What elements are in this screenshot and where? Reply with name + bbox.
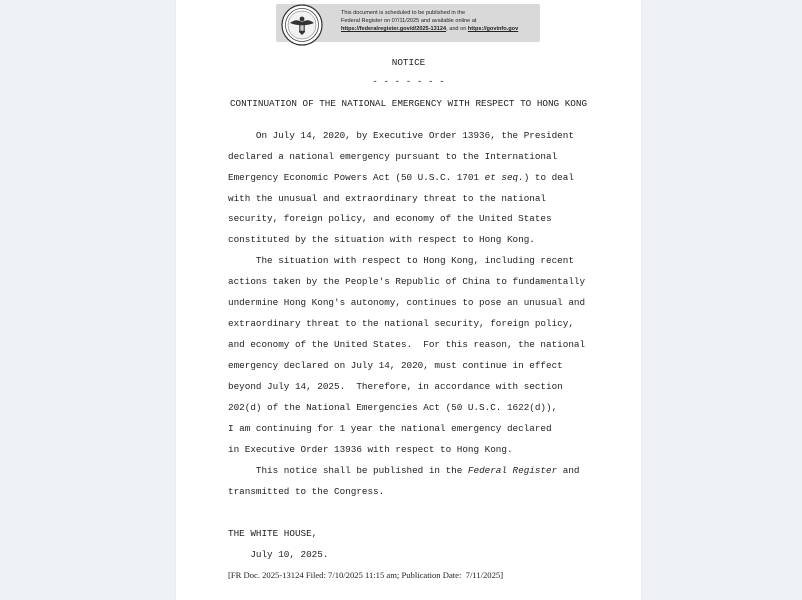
paragraph-1-line-3-end: ) to deal [523,172,574,183]
federal-register-banner [276,4,540,42]
banner-line-1: This document is scheduled to be published in the [341,10,466,16]
paragraph-2-line-3: undermine Hong Kong's autonomy, continues to pose an unusual and [228,297,586,308]
banner-text [341,9,541,33]
banner-line-3 [341,25,541,33]
signature-white-house: THE WHITE HOUSE, [228,528,318,539]
paragraph-1-line-4: with the unusual and extraordinary threat to the national [228,193,547,204]
et-seq-italic: et seq. [484,172,524,183]
paragraph-2-line-4: extraordinary threat to the national security, foreign policy, [228,318,574,329]
paragraph-2-line-2: actions taken by the People's Republic of China to fundamentally [228,276,586,287]
paragraph-3-line-1-text: This notice shall be published in the [228,465,468,476]
paragraph-1-line-2: declared a national emergency pursuant to the International [228,151,558,162]
paragraph-2-line-10: in Executive Order 13936 with respect to Hong Kong. [228,444,513,455]
federal-register-italic: Federal Register [467,465,558,476]
fr-doc-footer: [FR Doc. 2025-13124 Filed: 7/10/2025 11:15 am; Publication Date: 7/11/2025] [228,570,504,580]
paragraph-3-line-1-end: and [557,465,580,476]
heading-dashes: - - - - - - - [372,76,445,87]
document-page [176,0,641,600]
paragraph-2-line-7: beyond July 14, 2025. Therefore, in accordance with section [228,381,563,392]
paragraph-1-line-3-text: Emergency Economic Powers Act (50 U.S.C. 1701 [228,172,485,183]
paragraph-1-line-1: On July 14, 2020, by Executive Order 13936, the President [228,130,574,141]
paragraph-1-line-3 [228,172,574,183]
paragraph-2-line-6: emergency declared on July 14, 2020, must continue in effect [228,360,563,371]
paragraph-1-line-5: security, foreign policy, and economy of the United States [228,213,552,224]
paragraph-3-line-2: transmitted to the Congress. [228,486,385,497]
document-title: CONTINUATION OF THE NATIONAL EMERGENCY WITH RESPECT TO HONG KONG [229,98,588,109]
paragraph-2-line-9: I am continuing for 1 year the national emergency declared [228,423,552,434]
federal-register-seal-icon [281,4,323,46]
banner-and-on: , and on [446,26,467,32]
paragraph-2-line-5: and economy of the United States. For this reason, the national [228,339,586,350]
notice-heading: NOTICE [391,57,426,68]
paragraph-1-line-6: constituted by the situation with respect to Hong Kong. [228,234,535,245]
banner-line-2: Federal Register on 07/11/2025 and available online at [341,18,477,24]
govinfo-link[interactable]: https://govinfo.gov [467,26,519,32]
federal-register-link[interactable]: https://federalregister.gov/d/2025-13124 [341,26,447,32]
signature-date: July 10, 2025. [228,549,329,560]
paragraph-2-line-8: 202(d) of the National Emergencies Act (50 U.S.C. 1622(d)), [228,402,558,413]
paragraph-2-line-1: The situation with respect to Hong Kong, including recent [228,255,574,266]
paragraph-3-line-1 [228,465,580,476]
